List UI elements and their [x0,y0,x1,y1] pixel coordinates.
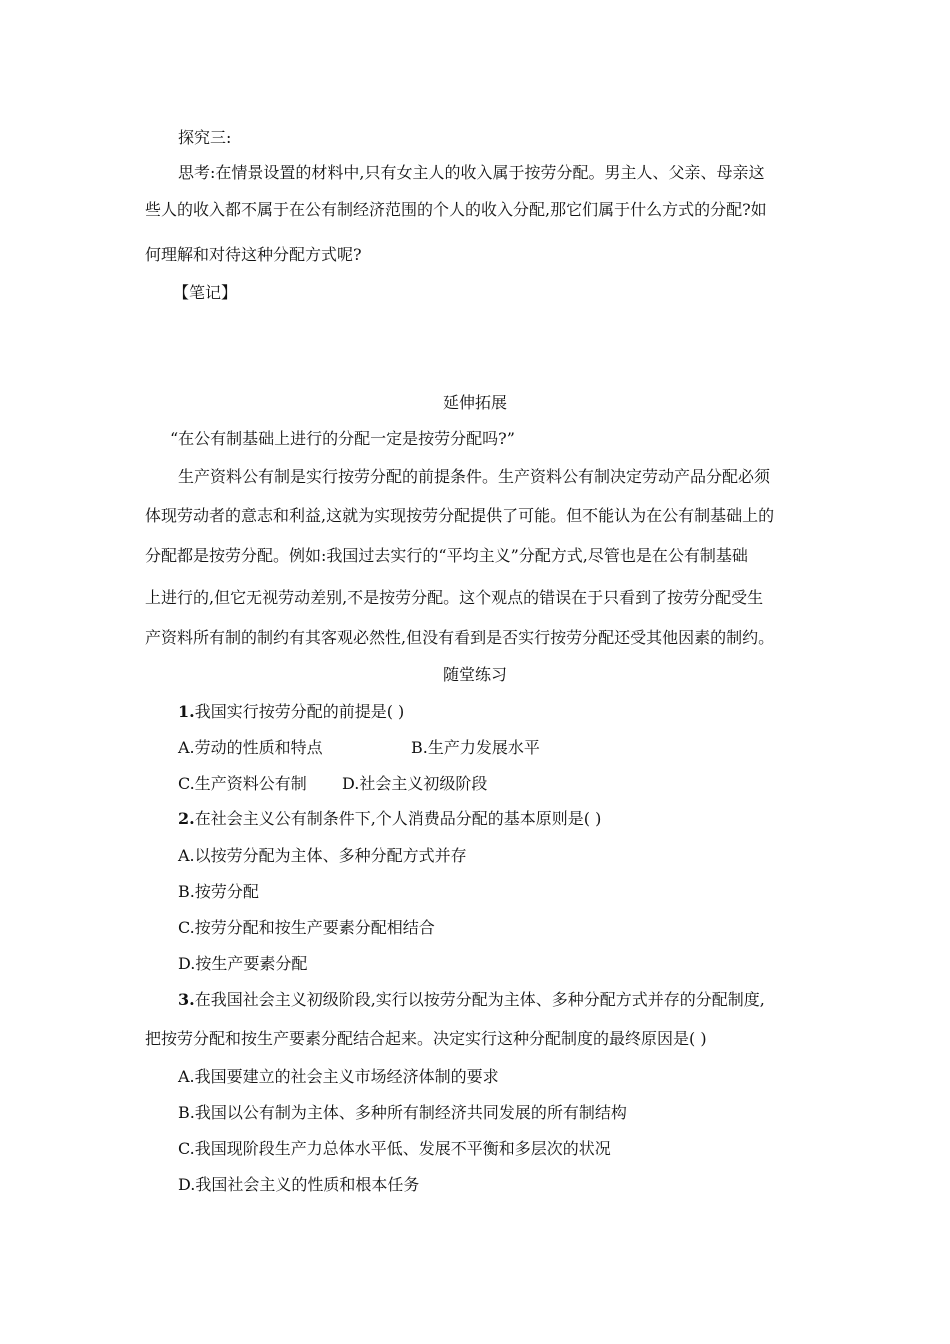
think-paragraph-line: 些人的收入都不属于在公有制经济范围的个人的收入分配,那它们属于什么方式的分配?如 [145,200,767,219]
option-b: B.按劳分配 [178,882,259,901]
question-text: 在我国社会主义初级阶段,实行以按劳分配为主体、多种分配方式并存的分配制度, [194,990,765,1009]
option-d: D.社会主义初级阶段 [342,774,488,793]
question-number: 1. [178,702,195,721]
option-a: A.以按劳分配为主体、多种分配方式并存 [178,846,467,865]
option-d: D.我国社会主义的性质和根本任务 [178,1175,420,1194]
section-heading: 探究三: [178,128,232,147]
question-stem [178,808,601,830]
think-paragraph-line: 思考:在情景设置的材料中,只有女主人的收入属于按劳分配。男主人、父亲、母亲这 [178,163,765,182]
option-c: C.按劳分配和按生产要素分配相结合 [178,918,435,937]
practice-title: 随堂练习 [442,665,507,684]
extension-paragraph-line: 生产资料公有制是实行按劳分配的前提条件。生产资料公有制决定劳动产品分配必须 [178,467,771,486]
question-number: 3. [178,990,195,1009]
option-b: B.我国以公有制为主体、多种所有制经济共同发展的所有制结构 [178,1103,627,1122]
notes-label: 【笔记】 [173,283,238,302]
option-c: C.我国现阶段生产力总体水平低、发展不平衡和多层次的状况 [178,1139,611,1158]
question-text: 我国实行按劳分配的前提是( ) [194,702,405,721]
extension-question: “在公有制基础上进行的分配一定是按劳分配吗?” [170,429,515,448]
question-number: 2. [178,809,195,828]
extension-title: 延伸拓展 [442,393,507,412]
extension-paragraph-line: 体现劳动者的意志和利益,这就为实现按劳分配提供了可能。但不能认为在公有制基础上的 [145,506,775,525]
option-d: D.按生产要素分配 [178,954,308,973]
extension-paragraph-line: 分配都是按劳分配。例如:我国过去实行的“平均主义”分配方式,尽管也是在公有制基础 [145,546,748,565]
extension-paragraph-line: 产资料所有制的制约有其客观必然性,但没有看到是否实行按劳分配还受其他因素的制约。 [145,628,775,647]
option-c: C.生产资料公有制 [178,774,307,793]
option-a: A.我国要建立的社会主义市场经济体制的要求 [178,1067,499,1086]
question-text: 在社会主义公有制条件下,个人消费品分配的基本原则是( ) [194,809,602,828]
think-paragraph-line: 何理解和对待这种分配方式呢? [145,245,362,264]
question-stem [178,701,404,723]
question-stem-line: 把按劳分配和按生产要素分配结合起来。决定实行这种分配制度的最终原因是( ) [145,1029,707,1048]
question-stem [178,989,765,1011]
extension-paragraph-line: 上进行的,但它无视劳动差别,不是按劳分配。这个观点的错误在于只看到了按劳分配受生 [145,588,764,607]
option-a: A.劳动的性质和特点 [178,738,323,757]
option-b: B.生产力发展水平 [411,738,540,757]
